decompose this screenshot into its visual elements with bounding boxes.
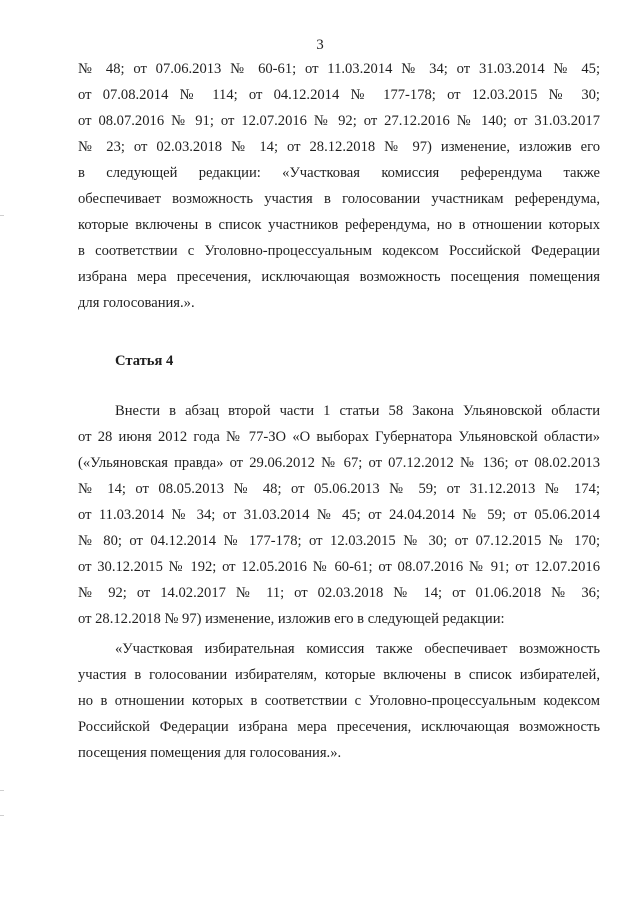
article4-line: № 14; от 08.05.2013 № 48; от 05.06.2013 № 59; от 31.12.2013 № 174; <box>78 481 600 497</box>
scan-mark <box>0 215 4 216</box>
article4-line: от 28.12.2018 № 97) изменение, изложив его в следующей редакции: <box>78 611 505 627</box>
page-number: 3 <box>316 37 324 53</box>
scan-mark <box>0 790 4 791</box>
para1-line: в соответствии с Уголовно-процессуальным кодексом Российской Федерации <box>78 243 600 259</box>
para1-line: избрана мера пресечения, исключающая возможность посещения помещения <box>78 269 600 285</box>
quote-line: Российской Федерации избрана мера пресечения, исключающая возможность <box>78 719 600 735</box>
para1-line: № 48; от 07.06.2013 № 60-61; от 11.03.2014 № 34; от 31.03.2014 № 45; <box>78 61 600 77</box>
para1-line: от 08.07.2016 № 91; от 12.07.2016 № 92; от 27.12.2016 № 140; от 31.03.2017 <box>78 113 600 129</box>
quote-line: но в отношении которых в соответствии с Уголовно-процессуальным кодексом <box>78 693 600 709</box>
para1-line: которые включены в список участников референдума, но в отношении которых <box>78 217 600 233</box>
para1-line: в следующей редакции: «Участковая комиссия референдума также <box>78 165 600 181</box>
article-heading: Статья 4 <box>115 353 174 369</box>
article4-line: Внести в абзац второй части 1 статьи 58 Закона Ульяновской области <box>115 403 600 419</box>
quote-line: участия в голосовании избирателям, которые включены в список избирателей, <box>78 667 600 683</box>
para1-line: от 07.08.2014 № 114; от 04.12.2014 № 177-178; от 12.03.2015 № 30; <box>78 87 600 103</box>
para1-line: обеспечивает возможность участия в голосовании участникам референдума, <box>78 191 600 207</box>
article4-line: от 28 июня 2012 года № 77-ЗО «О выборах Губернатора Ульяновской области» <box>78 429 600 445</box>
article4-line: («Ульяновская правда» от 29.06.2012 № 67; от 07.12.2012 № 136; от 08.02.2013 <box>78 455 600 471</box>
scan-mark <box>0 815 4 816</box>
para1-line: для голосования.». <box>78 295 195 311</box>
article4-line: от 30.12.2015 № 192; от 12.05.2016 № 60-61; от 08.07.2016 № 91; от 12.07.2016 <box>78 559 600 575</box>
article4-line: № 92; от 14.02.2017 № 11; от 02.03.2018 № 14; от 01.06.2018 № 36; <box>78 585 600 601</box>
quote-line: посещения помещения для голосования.». <box>78 745 342 761</box>
article4-line: № 80; от 04.12.2014 № 177-178; от 12.03.2015 № 30; от 07.12.2015 № 170; <box>78 533 600 549</box>
para1-line: № 23; от 02.03.2018 № 14; от 28.12.2018 № 97) изменение, изложив его <box>78 139 600 155</box>
quote-line: «Участковая избирательная комиссия также обеспечивает возможность <box>115 641 600 657</box>
article4-line: от 11.03.2014 № 34; от 31.03.2014 № 45; от 24.04.2014 № 59; от 05.06.2014 <box>78 507 600 523</box>
